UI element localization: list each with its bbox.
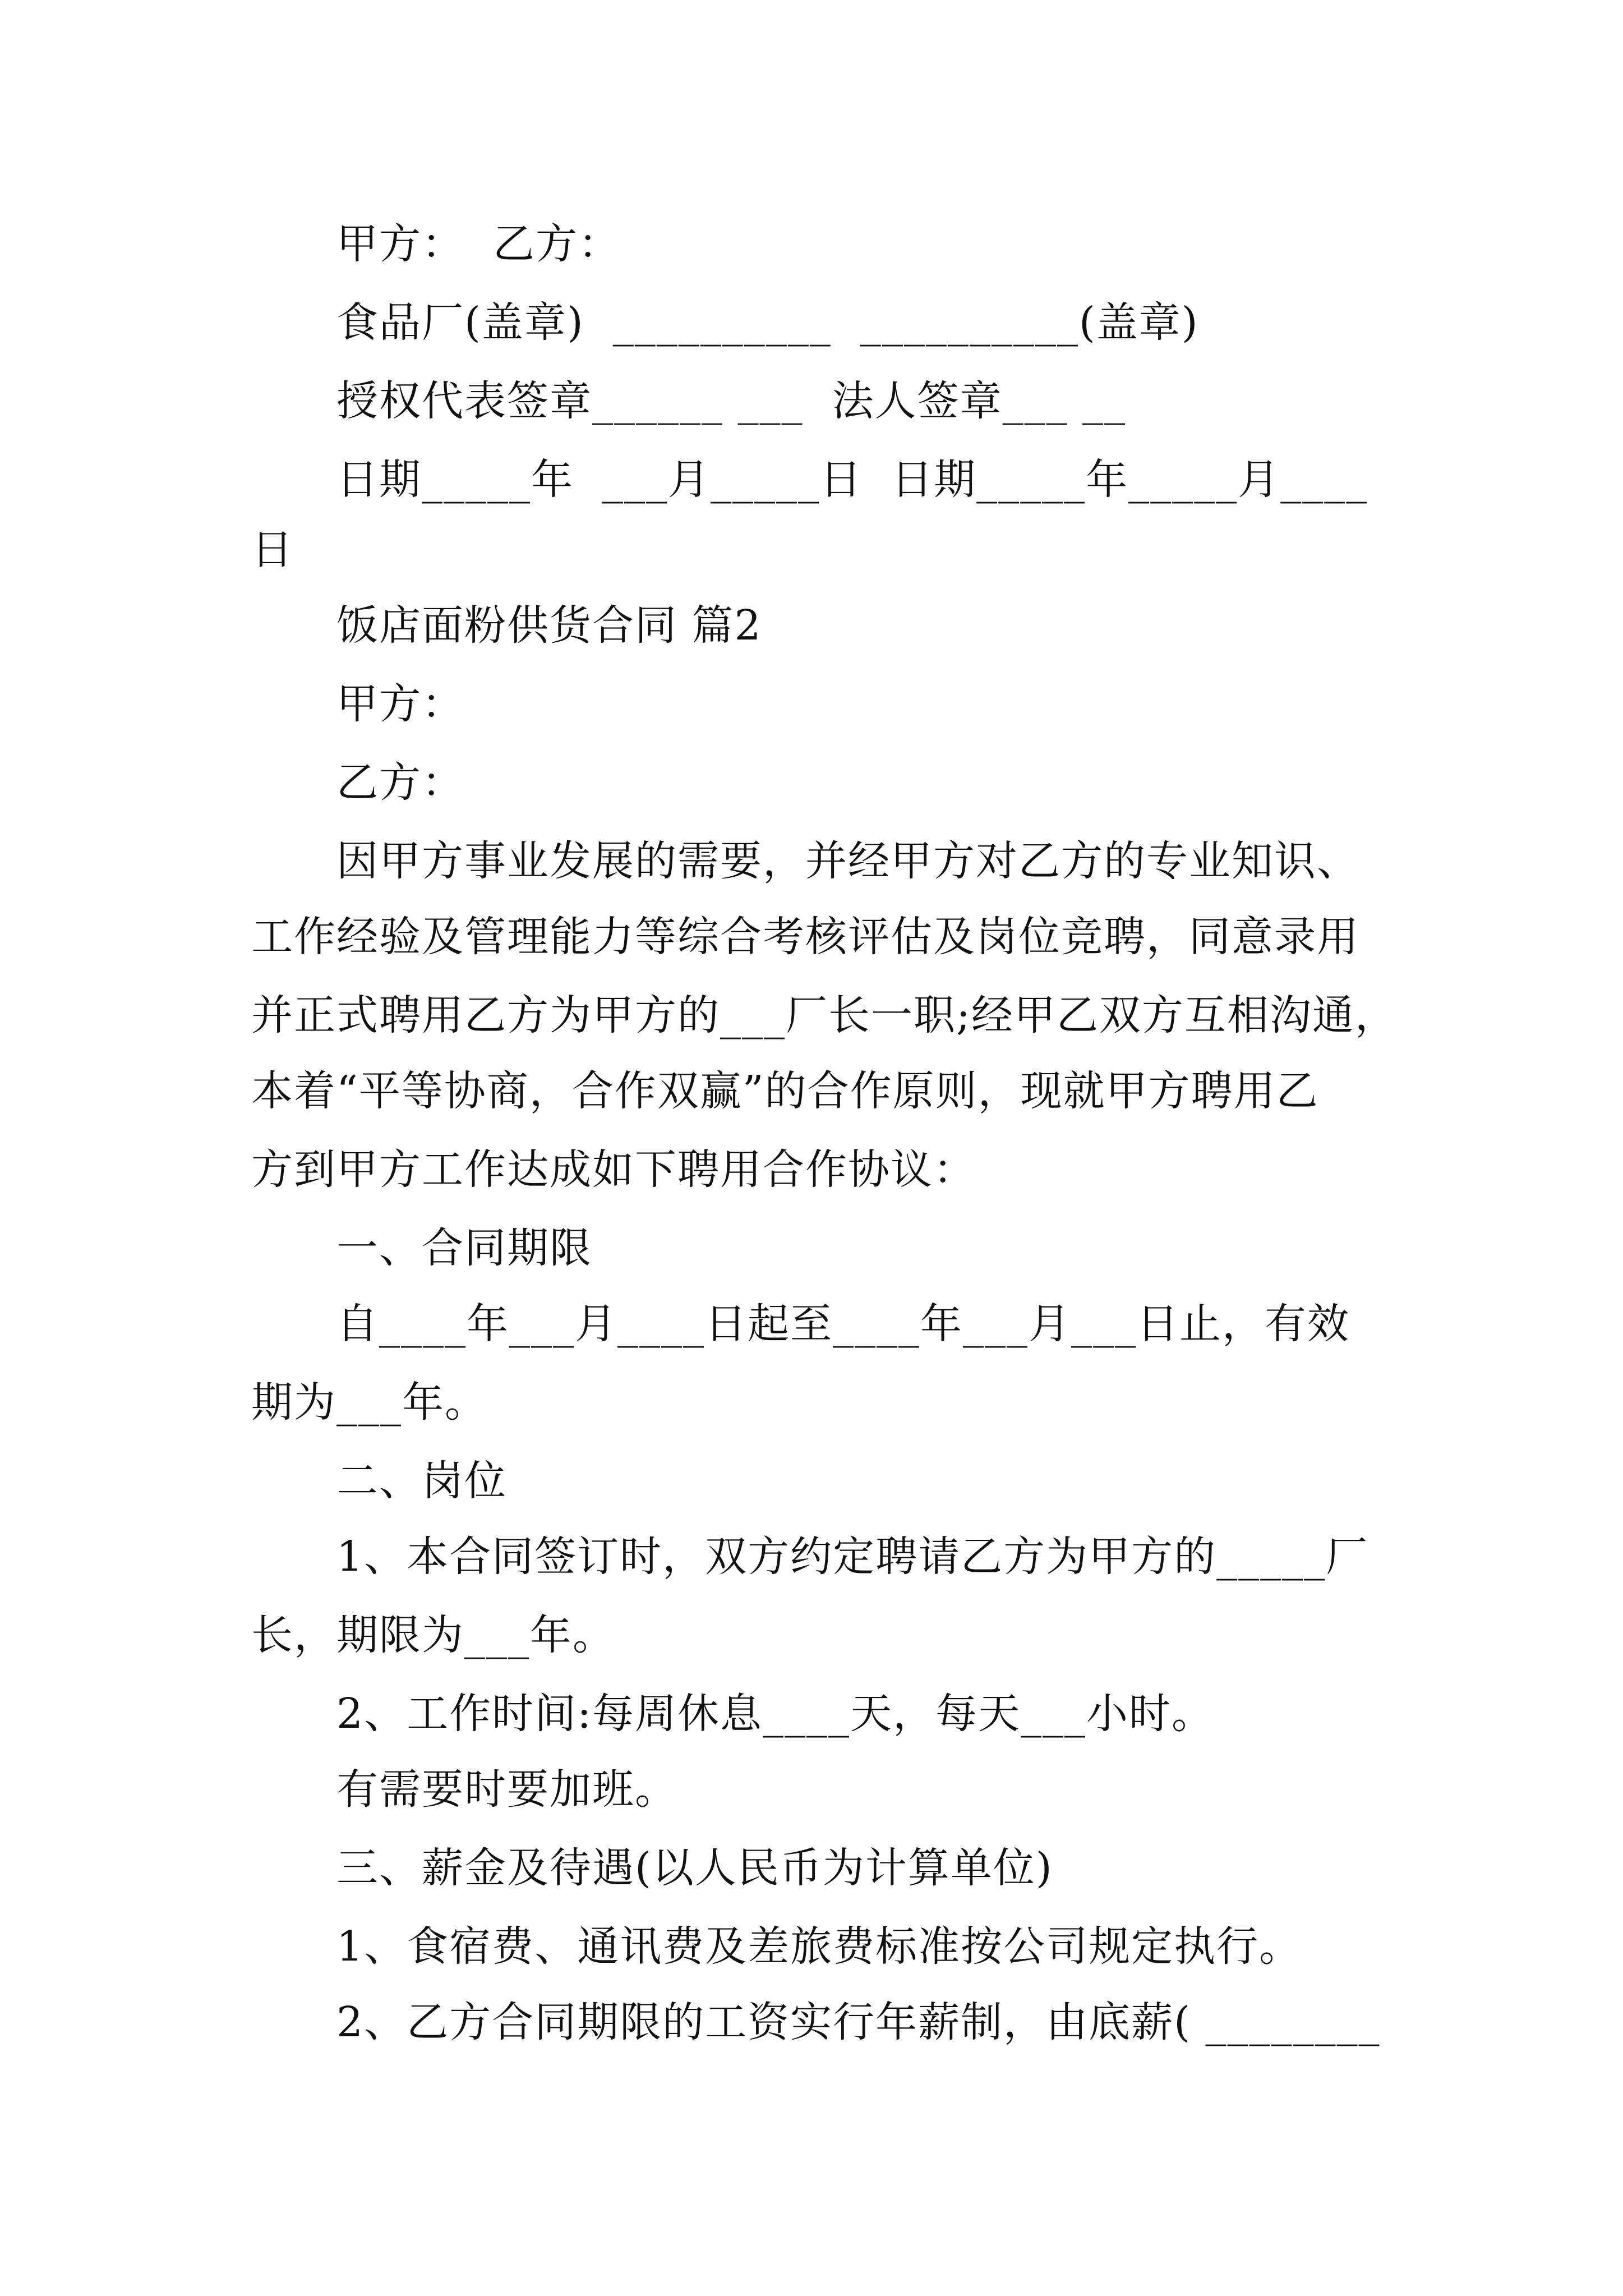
- paragraph-line: 自____年___月____日起至____年___月___日止，有效: [336, 1300, 1350, 1348]
- date-line: 日期_____年 ___月_____日 日期_____年_____月____: [336, 455, 1368, 504]
- paragraph-line: 因甲方事业发展的需要，并经甲方对乙方的专业知识、: [336, 837, 1359, 885]
- party-a-line: 甲方：: [336, 680, 464, 728]
- heading-contract-term: 一、合同期限: [336, 1224, 592, 1272]
- paragraph-line: 2、工作时间:每周休息____天，每天___小时。: [336, 1690, 1215, 1738]
- heading-salary: 三、薪金及待遇(以人民币为计算单位): [336, 1844, 1053, 1892]
- paragraph-line: 本着“平等协商，合作双赢”的合作原则，现就甲方聘用乙: [251, 1067, 1319, 1115]
- paragraph-line: 1、食宿费、通讯费及差旅费标准按公司规定执行。: [336, 1922, 1302, 1971]
- heading-position: 二、岗位: [336, 1457, 507, 1505]
- seal-line: 食品厂(盖章) __________ __________(盖章): [336, 298, 1199, 347]
- paragraph-line: 1、本合同签订时，双方约定聘请乙方为甲方的_____厂: [336, 1533, 1369, 1581]
- signatory-line: 授权代表签章______ ___ 法人签章___ __: [336, 377, 1127, 425]
- paragraph-line: 并正式聘用乙方为甲方的___厂长一职;经甲乙双方互相沟通，: [251, 991, 1398, 1039]
- section-title: 饭店面粉供货合同 篇2: [336, 601, 762, 650]
- paragraph-line: 方到甲方工作达成如下聘用合作协议：: [251, 1145, 976, 1194]
- paragraph-line: 工作经验及管理能力等综合考核评估及岗位竞聘，同意录用: [251, 913, 1359, 961]
- date-line-continued: 日: [251, 526, 294, 574]
- paragraph-line: 期为___年。: [251, 1378, 487, 1427]
- paragraph-line: 长，期限为___年。: [251, 1611, 615, 1659]
- party-b-line: 乙方：: [336, 758, 464, 807]
- paragraph-line: 2、乙方合同期限的工资实行年薪制，由底薪( ________: [336, 1998, 1381, 2046]
- signature-parties-line: 甲方： 乙方：: [336, 220, 621, 268]
- paragraph-line: 有需要时要加班。: [336, 1765, 677, 1814]
